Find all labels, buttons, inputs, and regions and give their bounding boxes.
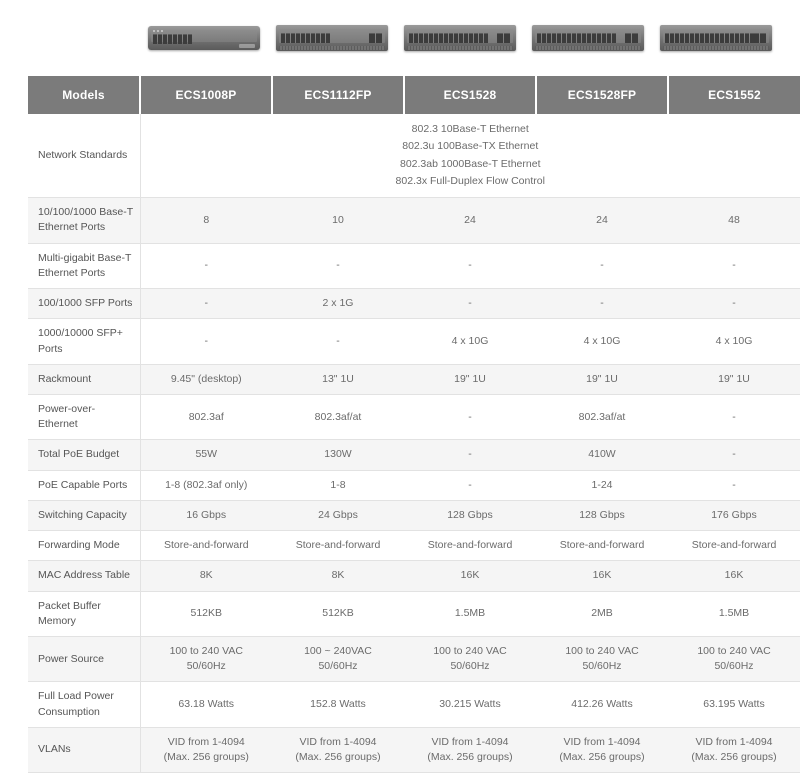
row-value: 128 Gbps bbox=[536, 500, 668, 530]
spec-comparison-table bbox=[28, 76, 800, 773]
standard-line: 802.3 10Base-T Ethernet bbox=[411, 123, 529, 135]
row-value-text: VID from 1-4094 (Max. 256 groups) bbox=[559, 735, 645, 764]
row-value: 19" 1U bbox=[536, 364, 668, 394]
row-value: - bbox=[668, 470, 800, 500]
row-value-text: VID from 1-4094 (Max. 256 groups) bbox=[295, 735, 381, 764]
row-value: 4 x 10G bbox=[536, 319, 668, 364]
product-image-ecs1008p bbox=[140, 0, 268, 76]
table-row bbox=[28, 591, 800, 636]
row-label: PoE Capable Ports bbox=[28, 470, 140, 500]
row-value-text: 100 to 240 VAC 50/60Hz bbox=[697, 644, 771, 673]
row-value: 24 bbox=[404, 198, 536, 243]
header-model-1: ECS1008P bbox=[140, 76, 272, 114]
row-value: - bbox=[404, 440, 536, 470]
row-value bbox=[536, 636, 668, 681]
row-value: 802.3af/at bbox=[272, 395, 404, 440]
row-value: 1-8 bbox=[272, 470, 404, 500]
row-label: Network Standards bbox=[28, 114, 140, 198]
row-value: 16K bbox=[668, 561, 800, 591]
product-image-ecs1112fp bbox=[268, 0, 396, 76]
row-value: - bbox=[536, 289, 668, 319]
row-value: 2MB bbox=[536, 591, 668, 636]
row-label: Power-over-Ethernet bbox=[28, 395, 140, 440]
row-value: 24 Gbps bbox=[272, 500, 404, 530]
row-value: 152.8 Watts bbox=[272, 682, 404, 727]
row-value: 9.45" (desktop) bbox=[140, 364, 272, 394]
row-value: 802.3af/at bbox=[536, 395, 668, 440]
row-label: Forwarding Mode bbox=[28, 531, 140, 561]
product-image-ecs1552 bbox=[652, 0, 780, 76]
row-value: 512KB bbox=[272, 591, 404, 636]
row-value: - bbox=[404, 470, 536, 500]
row-value: 802.3af bbox=[140, 395, 272, 440]
row-value: 30.215 Watts bbox=[404, 682, 536, 727]
row-label: MAC Address Table bbox=[28, 561, 140, 591]
row-value: 16K bbox=[404, 561, 536, 591]
table-row bbox=[28, 114, 800, 198]
row-value bbox=[536, 727, 668, 772]
table-row bbox=[28, 682, 800, 727]
row-value: - bbox=[272, 243, 404, 288]
table-row bbox=[28, 198, 800, 243]
header-model-5: ECS1552 bbox=[668, 76, 800, 114]
product-image-strip bbox=[28, 0, 800, 76]
row-value-text: 100 to 240 VAC 50/60Hz bbox=[433, 644, 507, 673]
table-row bbox=[28, 440, 800, 470]
row-value: - bbox=[272, 319, 404, 364]
row-value: - bbox=[404, 289, 536, 319]
row-value-text: 100 to 240 VAC 50/60Hz bbox=[565, 644, 639, 673]
row-value: 512KB bbox=[140, 591, 272, 636]
table-row bbox=[28, 500, 800, 530]
row-value: Store-and-forward bbox=[404, 531, 536, 561]
row-value: 4 x 10G bbox=[668, 319, 800, 364]
row-label: Packet Buffer Memory bbox=[28, 591, 140, 636]
table-row bbox=[28, 561, 800, 591]
table-row bbox=[28, 319, 800, 364]
row-value: 8 bbox=[140, 198, 272, 243]
row-value: 10 bbox=[272, 198, 404, 243]
row-value: Store-and-forward bbox=[272, 531, 404, 561]
row-value-merged bbox=[140, 114, 800, 198]
row-value: 8K bbox=[272, 561, 404, 591]
row-value: 8K bbox=[140, 561, 272, 591]
row-value: 48 bbox=[668, 198, 800, 243]
table-row bbox=[28, 636, 800, 681]
row-value: - bbox=[140, 289, 272, 319]
row-value: 4 x 10G bbox=[404, 319, 536, 364]
row-value: 130W bbox=[272, 440, 404, 470]
table-row bbox=[28, 727, 800, 772]
row-value: 412.26 Watts bbox=[536, 682, 668, 727]
row-value: 55W bbox=[140, 440, 272, 470]
row-label: Total PoE Budget bbox=[28, 440, 140, 470]
row-value: 410W bbox=[536, 440, 668, 470]
row-value: - bbox=[668, 440, 800, 470]
row-value: 19" 1U bbox=[668, 364, 800, 394]
row-label: Switching Capacity bbox=[28, 500, 140, 530]
row-value bbox=[140, 636, 272, 681]
row-label: VLANs bbox=[28, 727, 140, 772]
header-model-3: ECS1528 bbox=[404, 76, 536, 114]
row-value: 1.5MB bbox=[404, 591, 536, 636]
row-value: Store-and-forward bbox=[140, 531, 272, 561]
table-row bbox=[28, 395, 800, 440]
row-value: 2 x 1G bbox=[272, 289, 404, 319]
row-value-text: 100 to 240 VAC 50/60Hz bbox=[169, 644, 243, 673]
product-strip-spacer bbox=[28, 0, 140, 76]
header-model-2: ECS1112FP bbox=[272, 76, 404, 114]
row-label: 10/100/1000 Base-T Ethernet Ports bbox=[28, 198, 140, 243]
row-value bbox=[140, 727, 272, 772]
table-header-row bbox=[28, 76, 800, 114]
row-value bbox=[272, 727, 404, 772]
row-label: Rackmount bbox=[28, 364, 140, 394]
row-value: - bbox=[668, 289, 800, 319]
row-value-text: VID from 1-4094 (Max. 256 groups) bbox=[427, 735, 513, 764]
table-row bbox=[28, 470, 800, 500]
row-value bbox=[668, 727, 800, 772]
row-value: 1-24 bbox=[536, 470, 668, 500]
row-value-text: VID from 1-4094 (Max. 256 groups) bbox=[163, 735, 249, 764]
standard-line: 802.3x Full-Duplex Flow Control bbox=[395, 174, 545, 187]
table-row bbox=[28, 289, 800, 319]
row-value: - bbox=[668, 243, 800, 288]
row-value: - bbox=[140, 319, 272, 364]
header-model-4: ECS1528FP bbox=[536, 76, 668, 114]
header-models: Models bbox=[28, 76, 140, 114]
row-value: 128 Gbps bbox=[404, 500, 536, 530]
row-label: Multi-gigabit Base-T Ethernet Ports bbox=[28, 243, 140, 288]
row-value bbox=[668, 636, 800, 681]
row-value-text: VID from 1-4094 (Max. 256 groups) bbox=[691, 735, 777, 764]
row-value: - bbox=[140, 243, 272, 288]
row-value: 13" 1U bbox=[272, 364, 404, 394]
row-label: Full Load Power Consumption bbox=[28, 682, 140, 727]
product-image-ecs1528 bbox=[396, 0, 524, 76]
row-label: 1000/10000 SFP+ Ports bbox=[28, 319, 140, 364]
row-value: 19" 1U bbox=[404, 364, 536, 394]
row-value: 63.18 Watts bbox=[140, 682, 272, 727]
table-row bbox=[28, 243, 800, 288]
table-header bbox=[28, 76, 800, 114]
row-value: - bbox=[536, 243, 668, 288]
product-image-ecs1528fp bbox=[524, 0, 652, 76]
row-value: 176 Gbps bbox=[668, 500, 800, 530]
row-value: 1.5MB bbox=[668, 591, 800, 636]
row-value: 16 Gbps bbox=[140, 500, 272, 530]
row-value-text: 100 ~ 240VAC 50/60Hz bbox=[304, 644, 372, 673]
row-value: Store-and-forward bbox=[536, 531, 668, 561]
table-body bbox=[28, 114, 800, 773]
standard-line: 802.3ab 1000Base-T Ethernet bbox=[400, 157, 541, 170]
row-value: - bbox=[404, 395, 536, 440]
row-label: Power Source bbox=[28, 636, 140, 681]
standard-line: 802.3u 100Base-TX Ethernet bbox=[402, 140, 539, 153]
row-value: 63.195 Watts bbox=[668, 682, 800, 727]
table-row bbox=[28, 364, 800, 394]
row-value bbox=[272, 636, 404, 681]
table-row bbox=[28, 531, 800, 561]
row-label: 100/1000 SFP Ports bbox=[28, 289, 140, 319]
row-value bbox=[404, 636, 536, 681]
row-value: 24 bbox=[536, 198, 668, 243]
row-value: - bbox=[404, 243, 536, 288]
row-value: 1-8 (802.3af only) bbox=[140, 470, 272, 500]
row-value: Store-and-forward bbox=[668, 531, 800, 561]
row-value bbox=[404, 727, 536, 772]
row-value: 16K bbox=[536, 561, 668, 591]
row-value: - bbox=[668, 395, 800, 440]
